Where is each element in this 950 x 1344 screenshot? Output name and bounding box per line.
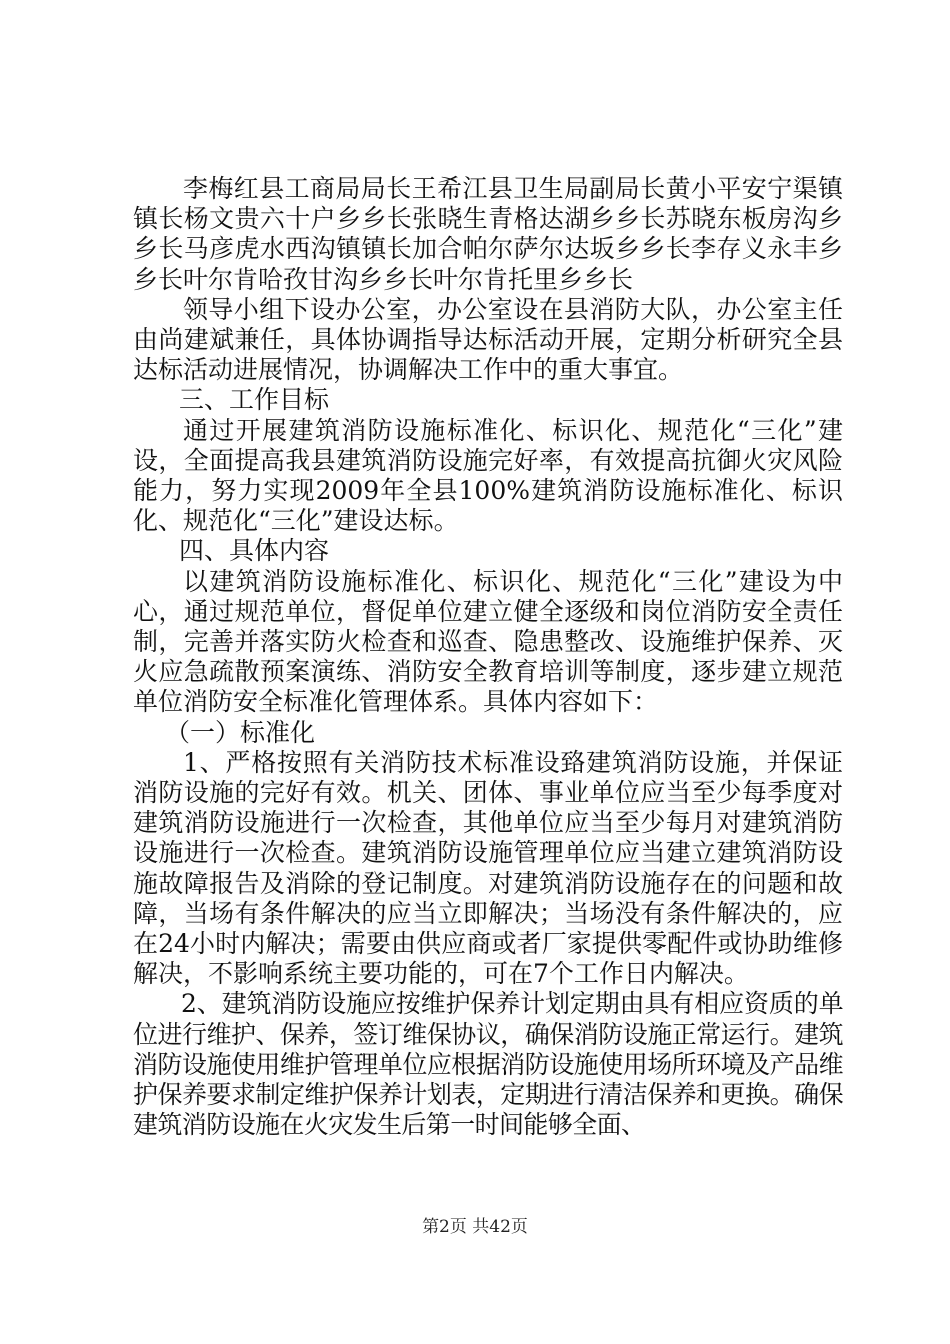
paragraph-office: 领导小组下设办公室，办公室设在县消防大队，办公室主任由尚建斌兼任，具体协调指导达标活动开展，定期分析研究全县达标活动进展情况，协调解决工作中的重大事宜。 xyxy=(133,294,843,385)
paragraph-item-1: 1、严格按照有关消防技术标准设臵建筑消防设施，并保证消防设施的完好有效。机关、团体、事业单位应当至少每季度对建筑消防设施进行一次检查，其他单位应当至少每月对建筑消防设施进行一次检查。建筑消防设施管理单位应当建立建筑消防设施故障报告及消除的登记制度。对建筑消防设施存在的问题和故障，当场有条件解决的应当立即解决；当场没有条件解决的，应在24小时内解决；需要由供应商或者厂家提供零配件或协助维修解决，不影响系统主要功能的，可在7个工作日内解决。 xyxy=(133,747,843,989)
heading-specific-content: 四、具体内容 xyxy=(179,536,330,566)
document-body xyxy=(133,174,843,1141)
paragraph-work-goals: 通过开展建筑消防设施标准化、标识化、规范化“三化”建设，全面提高我县建筑消防设施完好率，有效提高抗御火灾风险能力，努力实现2009年全县100%建筑消防设施标准化、标识化、规范化“三化”建设达标。 xyxy=(133,415,843,536)
paragraph-specific-content: 以建筑消防设施标准化、标识化、规范化“三化”建设为中心，通过规范单位，督促单位建立健全逐级和岗位消防安全责任制，完善并落实防火检查和巡查、隐患整改、设施维护保养、灭火应急疏散预案演练、消防安全教育培训等制度，逐步建立规范单位消防安全标准化管理体系。具体内容如下： xyxy=(133,566,843,717)
heading-standardization: （一）标准化 xyxy=(165,717,316,747)
paragraph-leaders-list: 李梅红县工商局局长王希江县卫生局副局长黄小平安宁渠镇镇长杨文贵六十户乡乡长张晓生青格达湖乡乡长苏晓东板房沟乡乡长马彦虎水西沟镇镇长加合帕尔萨尔达坂乡乡长李存义永丰乡乡长叶尔肯哈孜甘沟乡乡长叶尔肯托里乡乡长 xyxy=(133,174,843,294)
page-footer: 第2页 共42页 xyxy=(422,1217,528,1237)
heading-work-goals: 三、工作目标 xyxy=(179,385,330,415)
paragraph-item-2: 2、建筑消防设施应按维护保养计划定期由具有相应资质的单位进行维护、保养，签订维保协议，确保消防设施正常运行。建筑消防设施使用维护管理单位应根据消防设施使用场所环境及产品维护保养要求制定维护保养计划表，定期进行清洁保养和更换。确保建筑消防设施在火灾发生后第一时间能够全面、 xyxy=(133,989,843,1140)
